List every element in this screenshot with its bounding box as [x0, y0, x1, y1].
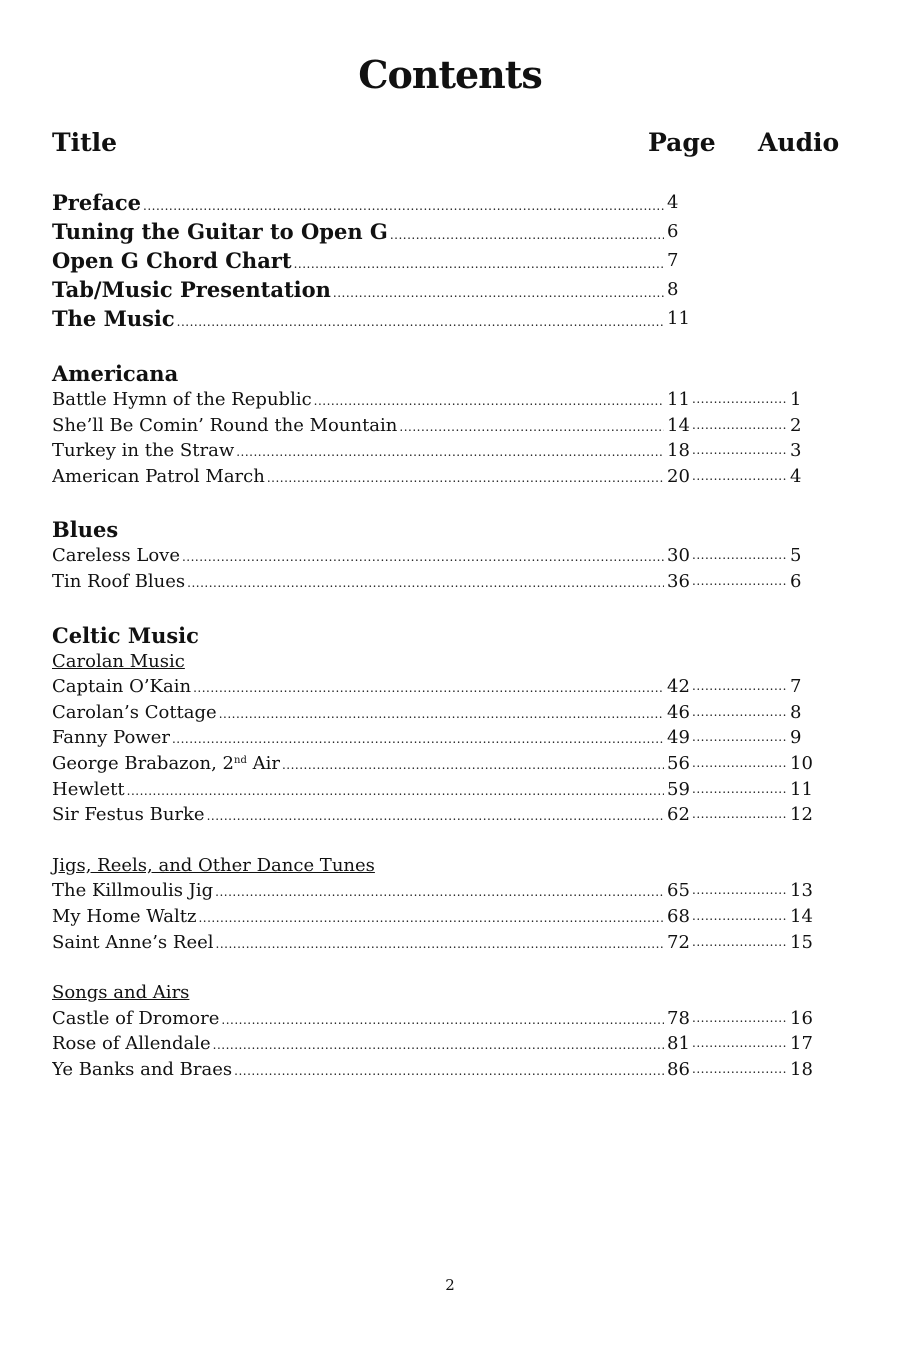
toc-entry-tuning[interactable] [52, 217, 852, 246]
entry-audio: 6 [790, 570, 802, 592]
ordinal-superscript: nd [234, 754, 247, 766]
dot-leader [692, 930, 787, 956]
entry-title: Tab/Music Presentation [52, 277, 331, 302]
entry-title: Fanny Power [52, 727, 170, 749]
dot-leader [234, 1059, 664, 1085]
section-heading-celtic: Celtic Music [52, 622, 199, 648]
entry-audio: 15 [790, 931, 813, 953]
entry-page: 59 [667, 778, 690, 800]
dot-leader [216, 932, 665, 958]
entry-title: Carolan’s Cottage [52, 701, 217, 723]
column-header-page: Page [648, 128, 716, 157]
entry-page: 56 [667, 752, 690, 774]
entry-page: 62 [667, 804, 690, 826]
entry-audio: 16 [790, 1007, 813, 1029]
toc-entry-presentation[interactable] [52, 275, 852, 304]
entry-title: Sir Festus Burke [52, 804, 205, 826]
entry-audio: 12 [790, 804, 813, 826]
toc-entry[interactable] [52, 878, 852, 904]
toc-entry[interactable] [52, 904, 852, 930]
toc-entry[interactable] [52, 802, 852, 828]
page-title: Contents [358, 52, 542, 97]
column-headers [52, 128, 852, 162]
dot-leader [692, 674, 787, 700]
dot-leader [692, 543, 787, 569]
dot-leader [177, 308, 664, 337]
dot-leader [692, 802, 787, 828]
toc-entry[interactable] [52, 1006, 852, 1032]
dot-leader [692, 777, 787, 803]
subsection-heading-songs: Songs and Airs [52, 982, 190, 1004]
toc-entry[interactable] [52, 464, 852, 490]
dot-leader [172, 727, 664, 753]
toc-entry[interactable] [52, 674, 852, 700]
toc-entry[interactable] [52, 387, 852, 413]
entry-page: 46 [667, 701, 690, 723]
toc-entry[interactable] [52, 569, 852, 595]
dot-leader [692, 700, 787, 726]
entry-audio: 3 [790, 440, 802, 462]
entry-page: 11 [667, 308, 690, 329]
dot-leader [207, 804, 664, 830]
entry-page: 78 [667, 1007, 690, 1029]
entry-audio: 1 [790, 389, 802, 410]
dot-leader [692, 1006, 787, 1032]
entry-title: George Brabazon, 2nd Air [52, 752, 280, 774]
entry-page: 7 [667, 250, 679, 271]
entry-audio: 14 [790, 905, 813, 927]
entry-audio: 4 [790, 465, 802, 487]
entry-title: Tin Roof Blues [52, 570, 186, 592]
dot-leader [399, 415, 664, 441]
dot-leader [692, 387, 787, 413]
entry-title: American Patrol March [52, 465, 265, 487]
toc-entry-chord-chart[interactable] [52, 246, 852, 275]
toc-entry[interactable] [52, 700, 852, 726]
entry-title: Rose of Allendale [52, 1033, 211, 1055]
entry-title: Captain O’Kain [52, 676, 192, 698]
entry-page: 72 [667, 931, 690, 953]
dot-leader [198, 906, 664, 932]
dot-leader [219, 702, 664, 728]
entry-audio: 17 [790, 1033, 813, 1055]
entry-page: 42 [667, 676, 690, 698]
entry-title: Tuning the Guitar to Open G [52, 219, 388, 244]
entry-audio: 7 [790, 676, 802, 698]
entry-page: 14 [667, 414, 690, 436]
entry-page: 11 [667, 389, 690, 410]
entry-page: 18 [667, 440, 690, 462]
subsection-heading-jigs: Jigs, Reels, and Other Dance Tunes [52, 854, 375, 876]
dot-leader [221, 1008, 664, 1034]
entry-page: 81 [667, 1033, 690, 1055]
dot-leader [182, 545, 664, 571]
toc-entry[interactable] [52, 413, 852, 439]
entry-audio: 13 [790, 880, 813, 902]
dot-leader [213, 1033, 664, 1059]
page-number: 2 [445, 1276, 455, 1294]
dot-leader [692, 438, 787, 464]
entry-audio: 10 [790, 752, 813, 774]
entry-page: 20 [667, 465, 690, 487]
entry-audio: 9 [790, 727, 802, 749]
entry-audio: 18 [790, 1058, 813, 1080]
toc-entry[interactable] [52, 930, 852, 956]
toc-entry[interactable] [52, 438, 852, 464]
toc-entry[interactable] [52, 1057, 852, 1083]
dot-leader [692, 464, 787, 490]
dot-leader [692, 725, 787, 751]
section-heading-blues: Blues [52, 517, 119, 543]
entry-page: 6 [667, 221, 679, 242]
entry-title: Castle of Dromore [52, 1007, 220, 1029]
dot-leader [314, 389, 664, 415]
entry-title: The Music [52, 306, 175, 331]
entry-page: 65 [667, 880, 690, 902]
dot-leader [692, 413, 787, 439]
entry-page: 68 [667, 905, 690, 927]
entry-page: 49 [667, 727, 690, 749]
entry-title: She’ll Be Comin’ Round the Mountain [52, 414, 398, 436]
entry-title: Turkey in the Straw [52, 440, 235, 462]
dot-leader [692, 569, 787, 595]
entry-audio: 11 [790, 778, 813, 800]
entry-title: The Killmoulis Jig [52, 880, 214, 902]
entry-title: Preface [52, 190, 142, 215]
dot-leader [692, 1031, 787, 1057]
toc-entry-preface[interactable] [52, 188, 852, 217]
entry-title: Open G Chord Chart [52, 248, 292, 273]
entry-audio: 5 [790, 545, 802, 567]
dot-leader [193, 676, 664, 702]
dot-leader [236, 440, 664, 466]
toc-entry[interactable] [52, 725, 852, 751]
entry-title: Ye Banks and Braes [52, 1058, 233, 1080]
entry-page: 30 [667, 545, 690, 567]
entry-title: Battle Hymn of the Republic [52, 389, 312, 410]
entry-page: 36 [667, 570, 690, 592]
table-of-contents [52, 188, 852, 1082]
entry-page: 8 [667, 279, 679, 300]
entry-title: Hewlett [52, 778, 125, 800]
column-header-title: Title [52, 128, 118, 157]
dot-leader [215, 880, 664, 906]
dot-leader [187, 571, 664, 597]
entry-title: Careless Love [52, 545, 180, 567]
entry-title: Saint Anne’s Reel [52, 931, 214, 953]
dot-leader [692, 904, 787, 930]
section-heading-americana: Americana [52, 361, 179, 386]
dot-leader [267, 466, 664, 492]
dot-leader [692, 751, 787, 777]
toc-entry-the-music[interactable] [52, 304, 852, 333]
subsection-heading-carolan: Carolan Music [52, 650, 185, 672]
entry-page: 4 [667, 192, 679, 213]
dot-leader [692, 878, 787, 904]
toc-entry[interactable] [52, 777, 852, 803]
entry-title: My Home Waltz [52, 905, 197, 927]
entry-audio: 8 [790, 701, 802, 723]
toc-entry[interactable] [52, 751, 852, 777]
dot-leader [282, 753, 664, 779]
toc-entry[interactable] [52, 1031, 852, 1057]
column-header-audio: Audio [758, 128, 840, 157]
entry-page: 86 [667, 1058, 690, 1080]
dot-leader [692, 1057, 787, 1083]
entry-audio: 2 [790, 414, 802, 436]
dot-leader [127, 779, 664, 805]
toc-entry[interactable] [52, 543, 852, 569]
